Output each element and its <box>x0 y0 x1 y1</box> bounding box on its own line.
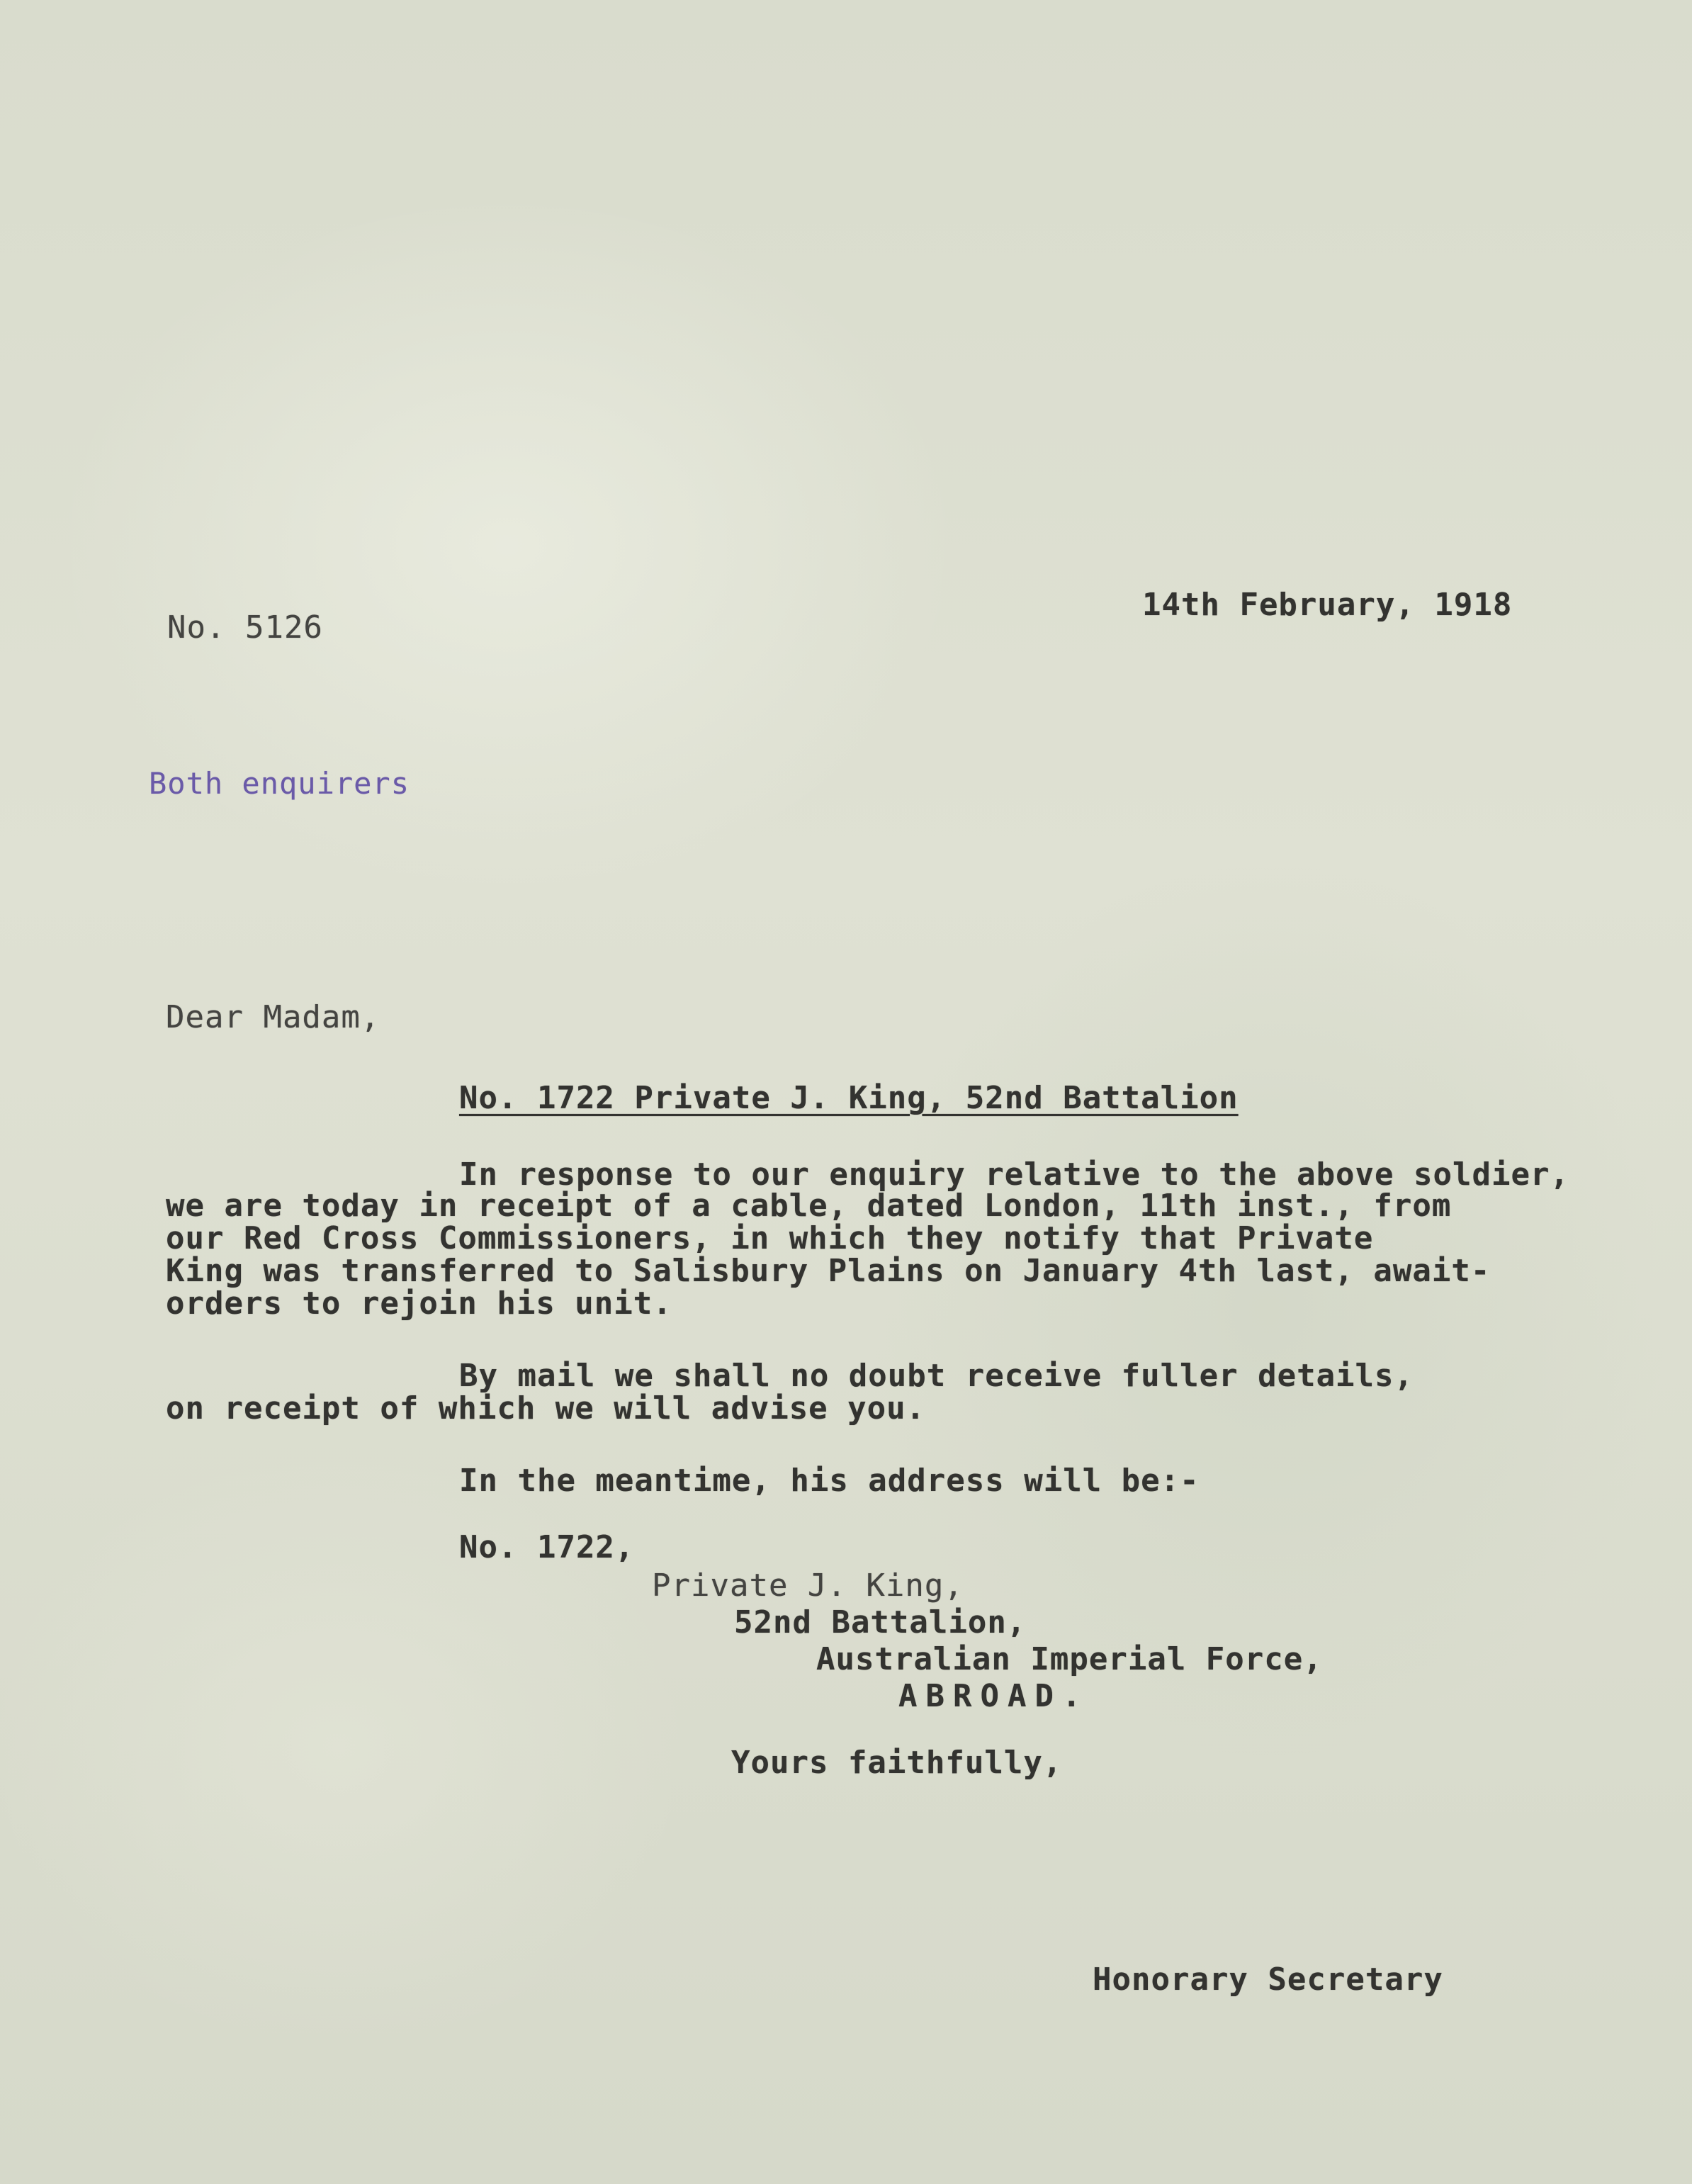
address-line: No. 1722, <box>459 1529 635 1565</box>
salutation: Dear Madam, <box>166 999 380 1035</box>
paragraph-2-line: on receipt of which we will advise you. <box>166 1390 926 1426</box>
subject-line: No. 1722 Private J. King, 52nd Battalion <box>459 1080 1239 1116</box>
address-line: 52nd Battalion, <box>734 1604 1027 1640</box>
address-line: Australian Imperial Force, <box>816 1641 1323 1677</box>
paragraph-1-line: we are today in receipt of a cable, dated London, 11th inst., from <box>166 1188 1452 1224</box>
paragraph-1-line: In response to our enquiry relative to the above soldier, <box>459 1156 1569 1193</box>
paragraph-2-line: By mail we shall no doubt receive fuller details, <box>459 1358 1414 1394</box>
reference-number: No. 5126 <box>167 609 323 646</box>
closing: Yours faithfully, <box>731 1745 1063 1781</box>
letter-date: 14th February, 1918 <box>1142 587 1513 623</box>
signature-title: Honorary Secretary <box>1093 1961 1443 1998</box>
paragraph-1-line: orders to rejoin his unit. <box>166 1285 672 1322</box>
address-line: ABROAD. <box>898 1678 1090 1714</box>
paragraph-1-line: our Red Cross Commissioners, in which they notify that Private <box>166 1220 1374 1256</box>
paragraph-3: In the meantime, his address will be:- <box>459 1463 1200 1499</box>
address-line: Private J. King, <box>652 1567 964 1604</box>
paragraph-1-line: King was transferred to Salisbury Plains on January 4th last, await- <box>166 1253 1491 1289</box>
recipient-note: Both enquirers <box>149 766 410 801</box>
